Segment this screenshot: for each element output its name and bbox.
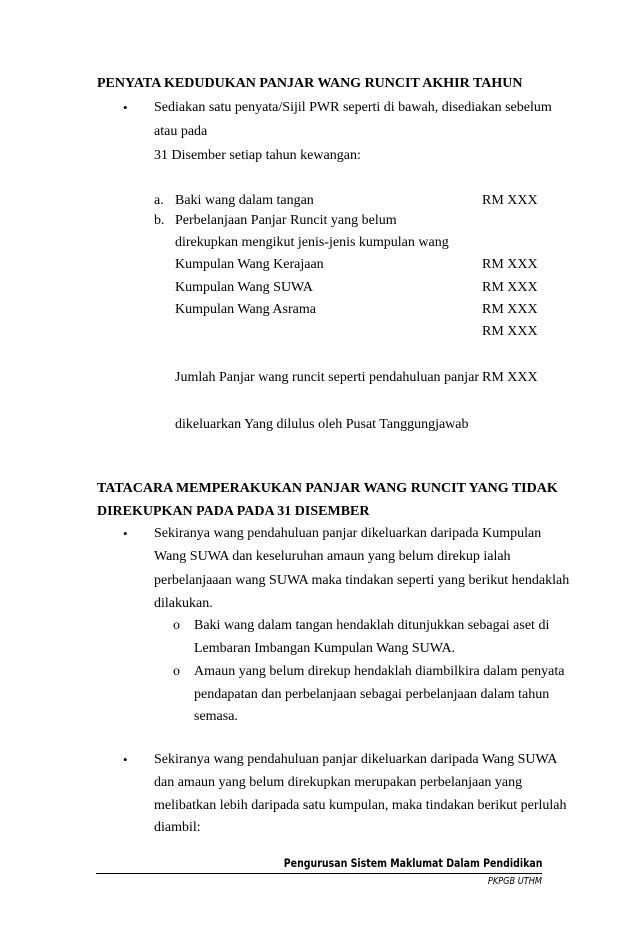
paragraph-line: Amaun yang belum direkup hendaklah diambilkira dalam penyata <box>194 664 565 679</box>
item-label: Baki wang dalam tangan <box>175 193 314 208</box>
item-amount: RM XXX <box>482 193 538 208</box>
item-label: direkupkan mengikut jenis-jenis kumpulan wang <box>175 235 449 250</box>
paragraph-line: Wang SUWA dan keseluruhan amaun yang belum direkup ialah <box>154 549 511 564</box>
paragraph-line: Lembaran Imbangan Kumpulan Wang SUWA. <box>194 641 456 656</box>
fund-label: Kumpulan Wang Kerajaan <box>175 257 324 272</box>
paragraph-line: Baki wang dalam tangan hendaklah ditunjukkan sebagai aset di <box>194 618 550 633</box>
paragraph-line: semasa. <box>194 709 238 724</box>
fund-label: Kumpulan Wang SUWA <box>175 280 313 295</box>
fund-amount: RM XXX <box>482 280 538 295</box>
footer-divider <box>96 873 542 874</box>
bullet-icon: • <box>123 752 128 767</box>
bullet-icon: • <box>123 526 128 541</box>
paragraph-line: 31 Disember setiap tahun kewangan: <box>154 148 361 163</box>
paragraph-line: Sediakan satu penyata/Sijil PWR seperti di bawah, disediakan sebelum <box>154 100 552 115</box>
fund-amount: RM XXX <box>482 257 538 272</box>
paragraph-line: dan amaun yang belum direkupkan merupakan perbelanjaan yang <box>154 775 523 790</box>
fund-label: Kumpulan Wang Asrama <box>175 302 316 317</box>
paragraph-line: Sekiranya wang pendahuluan panjar dikeluarkan daripada Wang SUWA <box>154 752 558 767</box>
section-heading: PENYATA KEDUDUKAN PANJAR WANG RUNCIT AKHIR TAHUN <box>97 76 523 91</box>
paragraph-line: Sekiranya wang pendahuluan panjar dikeluarkan daripada Kumpulan <box>154 526 542 541</box>
list-marker: b. <box>154 213 165 228</box>
item-label: Perbelanjaan Panjar Runcit yang belum <box>175 213 397 228</box>
total-label: Jumlah Panjar wang runcit seperti pendahuluan panjar <box>175 370 480 385</box>
paragraph-line: dilakukan. <box>154 596 213 611</box>
total-label: dikeluarkan Yang dilulus oleh Pusat Tanggungjawab <box>175 417 469 432</box>
footer-title: Pengurusan Sistem Maklumat Dalam Pendidikan <box>283 856 542 870</box>
sub-bullet-icon: o <box>173 664 180 679</box>
subtotal-amount: RM XXX <box>482 324 538 339</box>
footer-subtitle: PKPGB UTHM <box>487 876 542 887</box>
bullet-icon: • <box>123 100 128 115</box>
fund-amount: RM XXX <box>482 302 538 317</box>
paragraph-line: diambil: <box>154 820 201 835</box>
sub-bullet-icon: o <box>173 618 180 633</box>
paragraph-line: melibatkan lebih daripada satu kumpulan, maka tindakan berikut perlulah <box>154 798 567 813</box>
paragraph-line: pendapatan dan perbelanjaan sebagai perbelanjaan dalam tahun <box>194 687 550 702</box>
section-heading: TATACARA MEMPERAKUKAN PANJAR WANG RUNCIT YANG TIDAK <box>97 481 558 496</box>
list-marker: a. <box>154 193 164 208</box>
total-amount: RM XXX <box>482 370 538 385</box>
paragraph-line: atau pada <box>154 124 208 139</box>
section-heading: DIREKUPKAN PADA PADA 31 DISEMBER <box>97 504 370 519</box>
paragraph-line: perbelanjaaan wang SUWA maka tindakan seperti yang berikut hendaklah <box>154 573 570 588</box>
